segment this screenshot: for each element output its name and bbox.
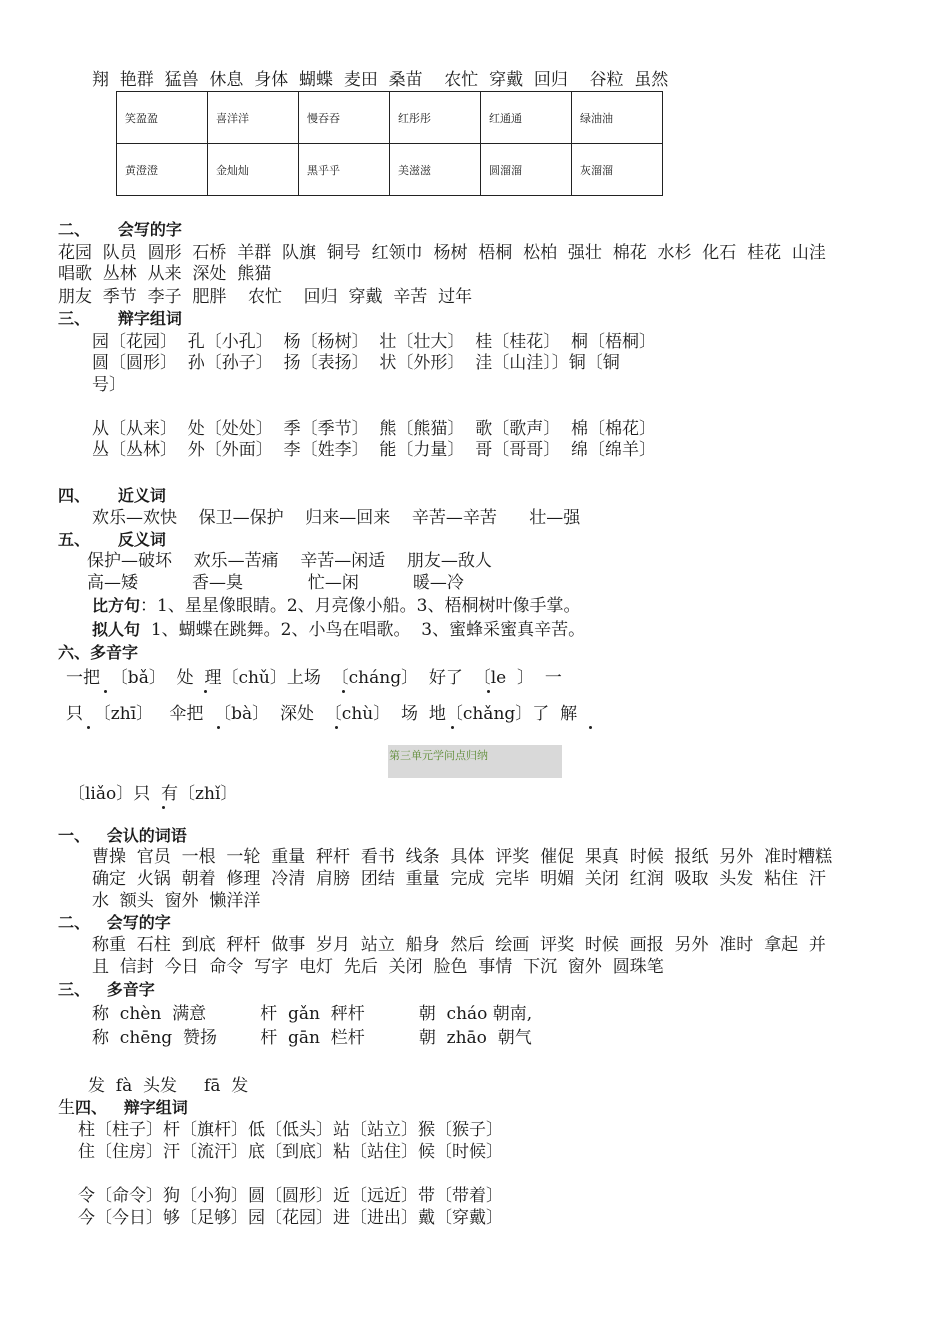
text-line: 〔liǎo〕只 有〔zhǐ〕	[68, 784, 238, 804]
table-row	[117, 92, 663, 144]
text-line: 且 信封 今日 命令 写字 电灯 先后 关闭 脸色 事情 下沉 窗外 圆珠笔	[92, 957, 664, 977]
text-line: 只 〔zhī〕 伞把 〔bà〕 深处 〔chù〕 场 地〔chǎng〕了 解	[66, 704, 578, 724]
text-line: 圆〔圆形〕 孙〔孙子〕 扬〔表扬〕 状〔外形〕 洼〔山洼〕〕铜〔铜	[92, 353, 620, 373]
section-heading-line	[58, 1097, 188, 1119]
personify-text: 1、蝴蝶在跳舞。2、小鸟在唱歌。 3、蜜蜂采蜜真辛苦。	[140, 620, 586, 640]
table-cell: 绿油油	[572, 92, 663, 144]
emphasis-dot	[204, 690, 207, 693]
unit3-banner: 第三单元学问点归纳	[388, 745, 562, 778]
table-cell: 笑盈盈	[117, 92, 208, 144]
text-line: 曹操 官员 一根 一轮 重量 秤杆 看书 线条 具体 评奖 催促 果真 时候 报纸 另外 准时糟糕	[92, 847, 833, 867]
section-heading: 三、 多音字	[58, 980, 155, 999]
section-heading: 二、 会写的字	[58, 913, 171, 932]
section-heading: 五、 反义词	[58, 530, 166, 549]
text-line: 欢乐—欢快 保卫—保护 归来—回来 辛苦—辛苦 壮—强	[92, 508, 581, 528]
metaphor-text: ：1、星星像眼睛。2、月亮像小船。3、梧桐树叶像手掌。	[140, 596, 581, 616]
text-line: 保护—破坏 欢乐—苦痛 辛苦—闲适 朋友—敌人	[87, 551, 492, 571]
section-heading: 六、多音字	[58, 643, 139, 662]
section-heading: 二、 会写的字	[58, 220, 182, 239]
table-row	[117, 144, 663, 196]
text-line: 高—矮 香—臭 忙—闲 暖—冷	[87, 573, 464, 593]
emphasis-dot	[487, 690, 490, 693]
emphasis-dot	[451, 726, 454, 729]
text-line: 号〕	[92, 375, 126, 395]
personify-label: 拟人句	[92, 620, 141, 639]
emphasis-dot	[217, 726, 220, 729]
table-cell: 美滋滋	[390, 144, 481, 196]
table-cell: 黄澄澄	[117, 144, 208, 196]
text-line: 从〔从来〕 处〔处处〕 季〔季节〕 熊〔熊猫〕 歌〔歌声〕 棉〔棉花〕	[92, 419, 657, 439]
emphasis-dot	[162, 806, 165, 809]
table-cell: 黑乎乎	[299, 144, 390, 196]
text-line: 园〔花园〕 孔〔小孔〕 杨〔杨树〕 壮〔壮大〕 桂〔桂花〕 桐〔梧桐〕	[92, 332, 657, 352]
text-line: 今〔今日〕够〔足够〕园〔花园〕进〔进出〕戴〔穿戴〕	[78, 1208, 503, 1228]
text-line: 柱〔柱子〕杆〔旗杆〕低〔低头〕站〔站立〕猴〔猴子〕	[78, 1120, 503, 1140]
table-cell: 喜洋洋	[208, 92, 299, 144]
text-line: 称 chēng 赞扬 杆 gān 栏杆 朝 zhāo 朝气	[92, 1028, 532, 1048]
metaphor-line	[92, 595, 580, 617]
section-heading: 四、 近义词	[58, 486, 166, 505]
table-cell: 金灿灿	[208, 144, 299, 196]
emphasis-dot	[335, 726, 338, 729]
top-word-line: 翔 艳群 猛兽 休息 身体 蝴蝶 麦田 桑苗 农忙 穿戴 回归 谷粒 虽然	[92, 70, 669, 90]
text-line: 发 fà 头发 fā 发	[88, 1076, 249, 1096]
emphasis-dot	[87, 726, 90, 729]
text-line: 令〔命令〕狗〔小狗〕圆〔圆形〕近〔远近〕带〔带着〕	[78, 1186, 503, 1206]
metaphor-label: 比方句	[92, 596, 141, 615]
table-cell: 红通通	[481, 92, 572, 144]
reduplicated-words-table	[116, 91, 663, 196]
table-cell: 灰溜溜	[572, 144, 663, 196]
emphasis-dot	[589, 726, 592, 729]
section-heading: 一、 会认的词语	[58, 826, 187, 845]
table-cell: 慢吞吞	[299, 92, 390, 144]
text-line: 唱歌 丛林 从来 深处 熊猫	[58, 264, 272, 284]
stray-char: 生	[58, 1098, 75, 1118]
text-line: 称 chèn 满意 杆 gǎn 秤杆 朝 cháo 朝南,	[92, 1004, 533, 1024]
text-line: 丛〔丛林〕 外〔外面〕 李〔姓李〕 能〔力量〕 哥〔哥哥〕 绵〔绵羊〕	[92, 440, 657, 460]
section-heading: 三、 辩字组词	[58, 309, 182, 328]
text-line: 花园 队员 圆形 石桥 羊群 队旗 铜号 红领巾 杨树 梧桐 松柏 强壮 棉花 水杉 化石 桂花 山洼	[58, 243, 826, 263]
emphasis-dot	[104, 690, 107, 693]
text-line: 确定 火锅 朝着 修理 冷清 肩膀 团结 重量 完成 完毕 明媚 关闭 红润 吸取 头发 粘住 汗	[92, 869, 826, 889]
text-line: 朋友 季节 李子 肥胖 农忙 回归 穿戴 辛苦 过年	[58, 287, 473, 307]
text-line: 一把 〔bǎ〕 处 理〔chǔ〕上场 〔cháng〕 好了 〔le 〕 一	[66, 668, 562, 688]
text-line: 称重 石柱 到底 秤杆 做事 岁月 站立 船身 然后 绘画 评奖 时候 画报 另外 准时 拿起 并	[92, 935, 826, 955]
table-cell: 红彤彤	[390, 92, 481, 144]
section-heading: 四、 辩字组词	[75, 1098, 188, 1117]
emphasis-dot	[342, 690, 345, 693]
table-cell: 圆溜溜	[481, 144, 572, 196]
text-line: 住〔住房〕汗〔流汗〕底〔到底〕粘〔站住〕候〔时候〕	[78, 1142, 503, 1162]
personify-line	[92, 619, 585, 641]
text-line: 水 额头 窗外 懒洋洋	[92, 891, 261, 911]
